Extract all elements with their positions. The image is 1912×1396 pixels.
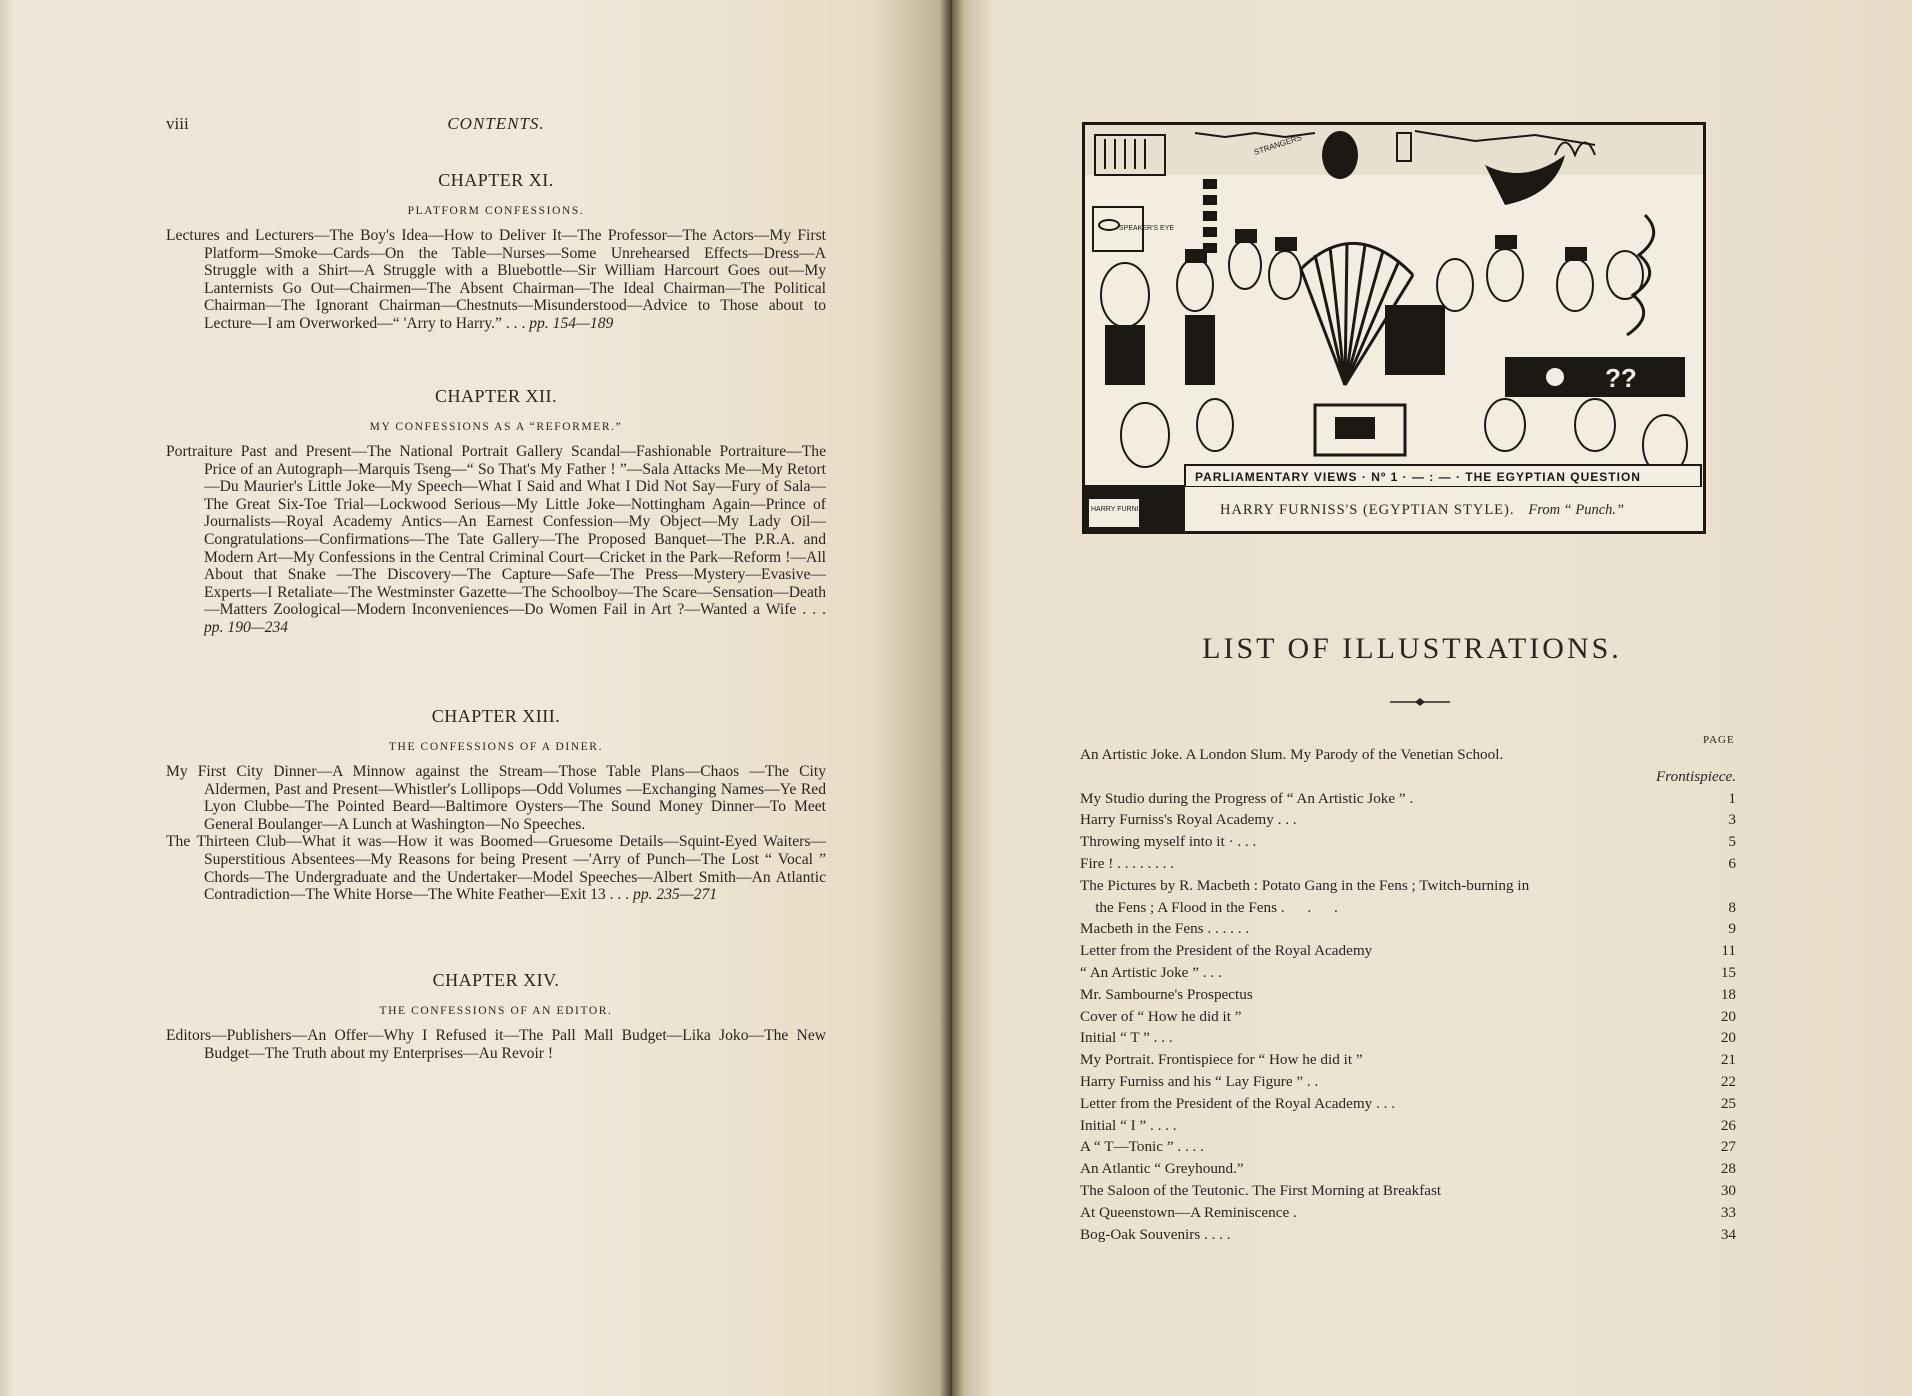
illustrations-list (1080, 744, 1736, 1245)
left-page (0, 0, 950, 1396)
list-item: Bog-Oak Souvenirs . . . . 34 (1080, 1225, 1736, 1243)
chapter-xiv (166, 970, 826, 1062)
signature: HARRY FURNISS (1091, 506, 1148, 513)
chapter-title: CHAPTER XI. (438, 170, 554, 190)
list-item: My Portrait. Frontispiece for “ How he did it ” 21 (1080, 1051, 1736, 1069)
list-item: Cover of “ How he did it ” 20 (1080, 1007, 1736, 1025)
chapter-subtitle: THE CONFESSIONS OF AN EDITOR. (379, 1005, 613, 1017)
page-number: viii (166, 114, 189, 133)
list-item: “ An Artistic Joke ” . . . 15 (1080, 963, 1736, 981)
illustration-caption (1220, 502, 1760, 519)
list-item: Mr. Sambourne's Prospectus 18 (1080, 985, 1736, 1003)
list-item: An Atlantic “ Greyhound.” 28 (1080, 1160, 1736, 1178)
chapter-xii (166, 386, 826, 637)
caption-title: HARRY FURNISS'S (EGYPTIAN STYLE). (1220, 502, 1515, 518)
chapter-title: CHAPTER XIII. (431, 706, 561, 726)
egyptian-cartoon-drawing (1085, 125, 1703, 531)
list-item: Fire ! . . . . . . . . 6 (1080, 854, 1736, 872)
list-item: Letter from the President of the Royal Academy . . . 25 (1080, 1094, 1736, 1112)
chapter-title: CHAPTER XIV. (432, 970, 560, 990)
chapter-xiii (166, 706, 826, 904)
chapter-summary: Portraiture Past and Present—The National Portrait Gallery Scandal—Fashionable Portraiture—The Price of an Autograph—Marquis Tseng—“ So That's My Father ! ”—Sala Attacks Me—My Retort—Du Maurier's Little Joke—My Speech—What I Said and What I Did Not Say—Fury of Sala—The Great Six-Toe Trial—Lockwood Serious—My Little Joke—Nottingham Again—Prince of Journalists—Royal Academy Antics—An Earnest Confession—My Object—My Lady Oil—Congratulations—Confirmations—The Tate Gallery—The Proposed Banquet—The P.R.A. and Modern Art—My Confessions in the Central Criminal Court—Cricket in the Park—Reform !—All About that Snake —The Discovery—The Capture—Safe—The Press—Mystery—Evasive—Experts—I Retaliate—The Westminster Gazette—The Schoolboy—The Scare—Sensation—Death—Matters Zoological—Modern Inconveniences—Do Women Fail in Art ?—Wanted a Wife . . . pp. 190—234 (166, 443, 826, 636)
chapter-summary: Lectures and Lecturers—The Boy's Idea—How to Deliver It—The Professor—The Actors—My First Platform—Smoke—Cards—On the Table—Nurses—Some Unrehearsed Effects—Dress—A Struggle with a Shirt—A Struggle with a Bluebottle—Sir William Harcourt Goes out—My Lanternists Go Out—Chairmen—The Absent Chairman—The Ideal Chairman—The Political Chairman—The Ignorant Chairman—Chestnuts—Misunderstood—Advice to Those about to Lecture—I am Overworked—“ 'Arry to Harry.” . . . pp. 154—189 (166, 227, 826, 332)
ornament-divider (1390, 698, 1450, 706)
list-item: My Studio during the Progress of “ An Artistic Joke ” . 1 (1080, 789, 1736, 807)
list-item: An Artistic Joke. A London Slum. My Parody of the Venetian School. (1080, 746, 1504, 763)
chapter-subtitle: PLATFORM CONFESSIONS. (407, 205, 585, 217)
speakers-eye-label: SPEAKER'S EYE (1119, 225, 1175, 232)
strangers-label: STRANGERS (1252, 132, 1303, 157)
chapter-subtitle: MY CONFESSIONS AS A “REFORMER.” (369, 421, 623, 433)
chapter-summary: My First City Dinner—A Minnow against the Stream—Those Table Plans—Chaos —The City Aldermen, Past and Present—Whistler's Lollipops—Odd Volumes —Exchanging Names—Ye Red Lyon Clubbe—The Pointed Beard—Baltimore Oysters—The Sound Money Dinner—To Meet General Boulanger—A Lunch at Washington—No Speeches. (166, 763, 826, 833)
list-item: At Queenstown—A Reminiscence . 33 (1080, 1203, 1736, 1221)
list-item: Throwing myself into it · . . . 5 (1080, 833, 1736, 851)
question-marks: ?? (1605, 363, 1637, 393)
frontispiece-label: Frontispiece. (1656, 767, 1736, 785)
running-title: CONTENTS. (447, 114, 545, 133)
list-of-illustrations-title: LIST OF ILLUSTRATIONS. (1202, 632, 1622, 665)
page-range: pp. 235—271 (633, 886, 718, 904)
page-range: pp. 154—189 (529, 314, 614, 332)
list-item: The Saloon of the Teutonic. The First Morning at Breakfast 30 (1080, 1181, 1736, 1199)
list-item: Initial “ T ” . . . 20 (1080, 1029, 1736, 1047)
list-item: A “ T—Tonic ” . . . . 27 (1080, 1138, 1736, 1156)
running-head (166, 114, 826, 140)
caption-source: From “ Punch.” (1528, 502, 1625, 518)
chapter-title: CHAPTER XII. (435, 386, 557, 406)
cartoon-illustration (1082, 122, 1706, 534)
list-item: Harry Furniss's Royal Academy . . . 3 (1080, 811, 1736, 829)
list-item: Macbeth in the Fens . . . . . . 9 (1080, 920, 1736, 938)
list-item: The Pictures by R. Macbeth : Potato Gang in the Fens ; Twitch-burning in (1080, 876, 1530, 894)
list-item: the Fens ; A Flood in the Fens . . . 8 (1080, 898, 1736, 916)
cartoon-banner: PARLIAMENTARY VIEWS · Nº 1 · — : — · THE EGYPTIAN QUESTION (1195, 470, 1641, 484)
chapter-xi (166, 170, 826, 333)
list-item: Initial “ I ” . . . . 26 (1080, 1116, 1736, 1134)
chapter-subtitle: THE CONFESSIONS OF A DINER. (388, 741, 604, 753)
page-column-label: PAGE (1703, 734, 1735, 746)
chapter-summary-2: The Thirteen Club—What it was—How it was Boomed—Gruesome Details—Squint-Eyed Waiters—Superstitious Absentees—My Reasons for being Present —'Arry of Punch—The Lost “ Vocal ” Chords—The Undergraduate and the Undertaker—Model Speeches—Albert Smith—An Atlantic Contradiction—The White Horse—The White Feather—Exit 13 . . . pp. 235—271 (166, 833, 826, 904)
page-range: pp. 190—234 (204, 618, 289, 636)
list-item: Harry Furniss and his “ Lay Figure ” . . 22 (1080, 1072, 1736, 1090)
list-item: Letter from the President of the Royal Academy 11 (1080, 942, 1736, 960)
chapter-summary: Editors—Publishers—An Offer—Why I Refused it—The Pall Mall Budget—Lika Joko—The New Budget—The Truth about my Enterprises—Au Revoir ! (166, 1027, 826, 1062)
